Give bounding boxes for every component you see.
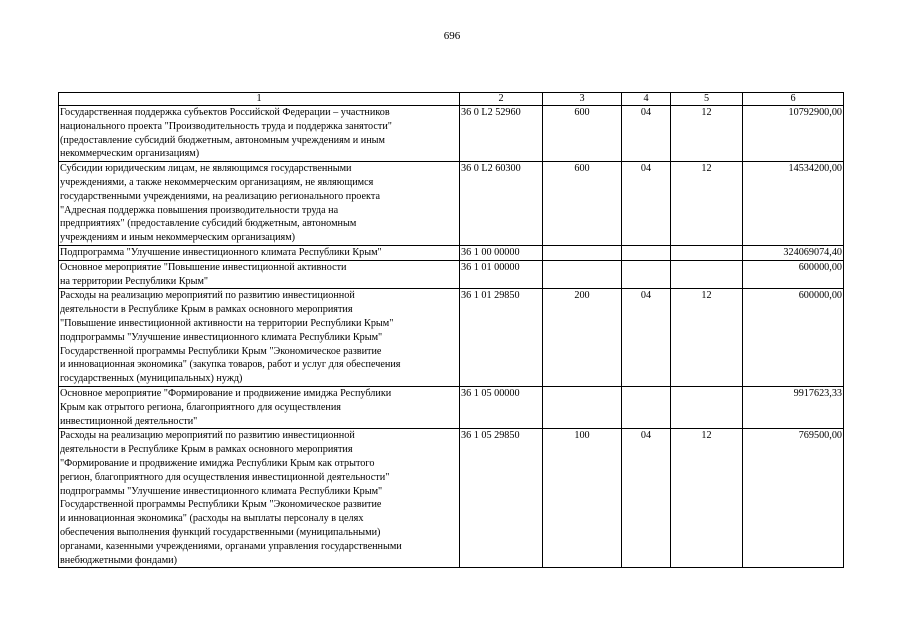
row-expense-type-cell: 600	[543, 162, 622, 246]
row-section-cell	[622, 260, 671, 289]
row-name-line: Основное мероприятие "Формирование и продвижение имиджа Республики	[60, 387, 392, 399]
row-name-line: подпрограммы "Улучшение инвестиционного климата Республики Крым"	[60, 331, 383, 343]
row-code-cell: 36 1 05 00000	[460, 386, 543, 428]
row-subsection-cell	[671, 386, 743, 428]
header-row	[59, 93, 844, 106]
row-name-line: Основное мероприятие "Повышение инвестиционной активности	[60, 261, 347, 273]
row-code-cell: 36 0 L2 52960	[460, 106, 543, 162]
row-subsection-cell	[671, 260, 743, 289]
row-name-line: деятельности в Республике Крым в рамках основного мероприятия	[60, 304, 353, 316]
header-cell: 2	[460, 93, 543, 106]
row-name-line: регион, благоприятного для осуществления инвестиционной деятельности"	[60, 471, 390, 483]
row-expense-type-cell: 200	[543, 289, 622, 387]
row-section-cell	[622, 245, 671, 260]
row-name-line: деятельности в Республике Крым в рамках основного мероприятия	[60, 444, 353, 456]
row-name-cell	[59, 106, 460, 162]
row-expense-type-cell: 600	[543, 106, 622, 162]
row-code-cell: 36 1 01 00000	[460, 260, 543, 289]
row-name-line: Расходы на реализацию мероприятий по развитию инвестиционной	[60, 430, 355, 442]
row-name-line: Государственная поддержка субъектов Российской Федерации – участников	[60, 107, 390, 118]
budget-table	[58, 92, 844, 568]
table-row	[59, 429, 844, 568]
row-name-line: инвестиционной деятельности"	[60, 415, 198, 427]
table-row	[59, 289, 844, 387]
row-code-cell: 36 1 00 00000	[460, 245, 543, 260]
row-name-line: внебюджетными фондами)	[60, 554, 178, 566]
row-amount-cell: 600000,00	[743, 260, 844, 289]
row-name-line: Подпрограмма "Улучшение инвестиционного климата Республики Крым"	[60, 246, 382, 258]
row-expense-type-cell	[543, 386, 622, 428]
row-name-cell	[59, 260, 460, 289]
row-name-line: национального проекта "Производительность труда и поддержка занятости"	[60, 120, 392, 132]
row-expense-type-cell: 100	[543, 429, 622, 568]
row-name-line: учреждениям и иным некоммерческим организациям)	[60, 232, 296, 244]
row-code-cell: 36 0 L2 60300	[460, 162, 543, 246]
header-cell: 1	[59, 93, 460, 106]
row-name-cell	[59, 245, 460, 260]
row-name-line: государственными учреждениями, на реализацию регионального проекта	[60, 190, 380, 202]
row-name-line: предприятиях" (предоставление субсидий бюджетным, автономным	[60, 218, 357, 230]
row-name-cell	[59, 289, 460, 387]
row-subsection-cell	[671, 245, 743, 260]
row-section-cell	[622, 386, 671, 428]
row-name-line: некоммерческим организациям)	[60, 148, 200, 160]
row-name-line: Крым как отрытого региона, благоприятного для осуществления	[60, 401, 341, 413]
row-name-line: Расходы на реализацию мероприятий по развитию инвестиционной	[60, 290, 355, 302]
row-section-cell: 04	[622, 289, 671, 387]
row-name-line: подпрограммы "Улучшение инвестиционного климата Республики Крым"	[60, 485, 383, 497]
row-expense-type-cell	[543, 260, 622, 289]
row-name-line: (предоставление субсидий бюджетным, автономным учреждениям и иным	[60, 134, 385, 146]
row-section-cell: 04	[622, 162, 671, 246]
row-amount-cell: 769500,00	[743, 429, 844, 568]
row-name-line: на территории Республики Крым"	[60, 275, 209, 287]
page-number: 696	[443, 30, 461, 42]
table-row	[59, 260, 844, 289]
row-name-line: "Формирование и продвижение имиджа Республики Крым как отрытого	[60, 457, 375, 469]
row-name-line: "Повышение инвестиционной активности на территории Республики Крым"	[60, 317, 394, 329]
row-amount-cell: 9917623,33	[743, 386, 844, 428]
table-body	[59, 106, 844, 568]
row-subsection-cell: 12	[671, 106, 743, 162]
header-cell: 5	[671, 93, 743, 106]
row-name-cell	[59, 386, 460, 428]
row-name-cell	[59, 429, 460, 568]
row-name-line: Государственной программы Республики Крым "Экономическое развитие	[60, 499, 382, 511]
row-subsection-cell: 12	[671, 162, 743, 246]
row-subsection-cell: 12	[671, 429, 743, 568]
row-name-line: государственных (муниципальных) нужд)	[60, 373, 243, 385]
row-name-line: Государственной программы Республики Крым "Экономическое развитие	[60, 345, 382, 357]
row-name-line: органами, казенными учреждениями, органами управления государственными	[60, 540, 402, 552]
row-amount-cell: 10792900,00	[743, 106, 844, 162]
row-code-cell: 36 1 05 29850	[460, 429, 543, 568]
row-amount-cell: 600000,00	[743, 289, 844, 387]
table-row	[59, 106, 844, 162]
header-cell: 6	[743, 93, 844, 106]
row-amount-cell: 14534200,00	[743, 162, 844, 246]
table-row	[59, 386, 844, 428]
row-code-cell: 36 1 01 29850	[460, 289, 543, 387]
row-name-line: обеспечения выполнения функций государственными (муниципальными)	[60, 526, 381, 538]
row-name-line: Субсидии юридическим лицам, не являющимся государственными	[60, 163, 352, 175]
row-section-cell: 04	[622, 429, 671, 568]
row-name-line: и инновационная экономика" (расходы на выплаты персоналу в целях	[60, 513, 364, 525]
row-name-line: и инновационная экономика" (закупка товаров, работ и услуг для обеспечения	[60, 359, 401, 371]
row-expense-type-cell	[543, 245, 622, 260]
row-name-line: "Адресная поддержка повышения производительности труда на	[60, 204, 339, 216]
header-cell: 3	[543, 93, 622, 106]
row-subsection-cell: 12	[671, 289, 743, 387]
row-name-line: учреждениями, а также некоммерческим организациям, не являющимся	[60, 176, 374, 188]
row-name-cell	[59, 162, 460, 246]
row-section-cell: 04	[622, 106, 671, 162]
header-cell: 4	[622, 93, 671, 106]
table-row	[59, 245, 844, 260]
table-row	[59, 162, 844, 246]
row-amount-cell: 324069074,40	[743, 245, 844, 260]
